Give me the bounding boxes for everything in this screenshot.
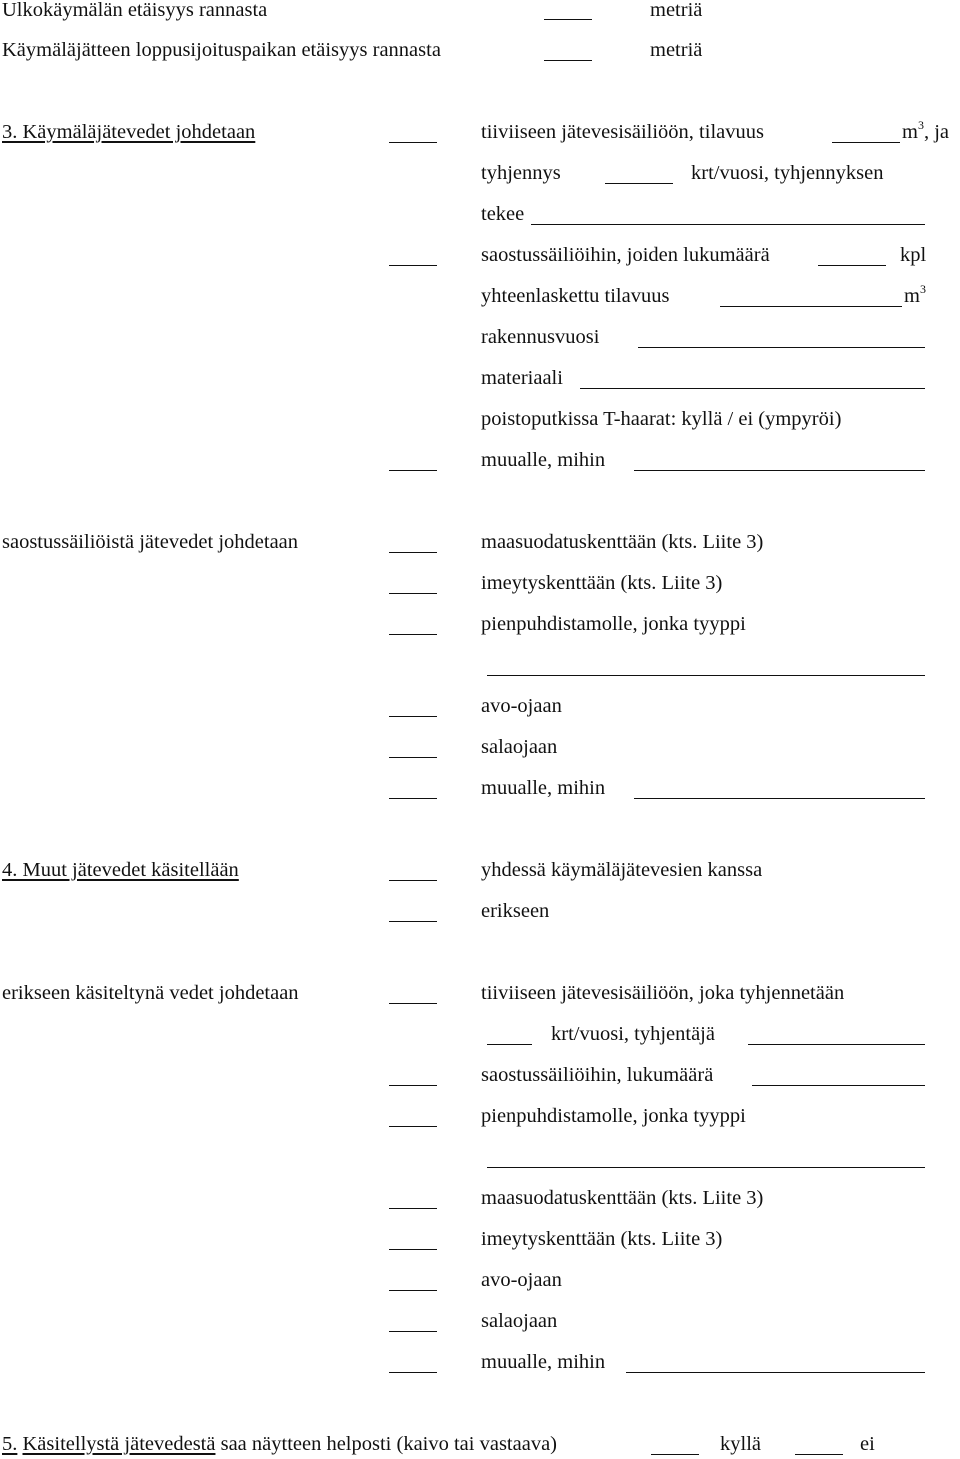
separate-checkbox-4[interactable] xyxy=(389,1249,437,1250)
sample-yes-field[interactable] xyxy=(651,1454,699,1455)
septic-out-checkbox-1[interactable] xyxy=(389,552,437,553)
separate-option: avo-ojaan xyxy=(481,1269,562,1291)
septic-out-checkbox-4[interactable] xyxy=(389,716,437,717)
septic-label: saostussäiliöihin, joiden lukumäärä xyxy=(481,244,770,266)
separate-option: imeytyskenttään (kts. Liite 3) xyxy=(481,1228,723,1250)
separate-option: saostussäiliöihin, lukumäärä xyxy=(481,1064,714,1086)
outhouse-distance-unit: metriä xyxy=(650,0,703,21)
emptying-unit: krt/vuosi, tyhjennyksen xyxy=(691,162,884,184)
separate-emptier-field[interactable] xyxy=(748,1044,925,1045)
separate-septic-count-field[interactable] xyxy=(752,1085,925,1086)
septic-out-option: pienpuhdistamolle, jonka tyyppi xyxy=(481,613,746,635)
t-branches-label: poistoputkissa T-haarat: kyllä / ei (ympyröi) xyxy=(481,408,842,430)
section-5-heading: Käsitellystä jätevedestä xyxy=(22,1433,216,1455)
section-3-heading: 3. Käymäläjätevedet johdetaan xyxy=(2,121,256,143)
emptier-label: tekee xyxy=(481,203,525,225)
septic-out-option: avo-ojaan xyxy=(481,695,562,717)
separate-option: muualle, mihin xyxy=(481,1351,606,1373)
septic-out-checkbox-3[interactable] xyxy=(389,634,437,635)
septic-out-heading: saostussäiliöistä jätevedet johdetaan xyxy=(2,531,299,553)
section-4-heading: 4. Muut jätevedet käsitellään xyxy=(2,859,239,881)
separate-option: salaojaan xyxy=(481,1310,558,1332)
tank-volume-unit: $m^3$, ja xyxy=(902,118,949,143)
outhouse-distance-field[interactable] xyxy=(544,19,592,20)
septic-out-option: muualle, mihin xyxy=(481,777,606,799)
separate-option: pienpuhdistamolle, jonka tyyppi xyxy=(481,1105,746,1127)
separate-tank-checkbox[interactable] xyxy=(389,1003,437,1004)
disposal-distance-unit: metriä xyxy=(650,39,703,61)
separate-heading: erikseen käsiteltynä vedet johdetaan xyxy=(2,982,299,1004)
tank-checkbox[interactable] xyxy=(389,142,437,143)
material-label: materiaali xyxy=(481,367,563,389)
septic-count-field[interactable] xyxy=(818,265,886,266)
sample-no-label: ei xyxy=(860,1433,875,1455)
separate-tank-frequency-field[interactable] xyxy=(487,1044,532,1045)
build-year-field[interactable] xyxy=(638,347,925,348)
section-5-text: saa näytteen helposti (kaivo tai vastaava) xyxy=(220,1433,558,1455)
build-year-label: rakennusvuosi xyxy=(481,326,600,348)
s4-option: yhdessä käymäläjätevesien kanssa xyxy=(481,859,763,881)
separate-checkbox-6[interactable] xyxy=(389,1331,437,1332)
septic-out-elsewhere-field[interactable] xyxy=(634,798,925,799)
s4-option: erikseen xyxy=(481,900,550,922)
separate-checkbox-1[interactable] xyxy=(389,1085,437,1086)
separate-checkbox-5[interactable] xyxy=(389,1290,437,1291)
emptying-frequency-field[interactable] xyxy=(605,183,673,184)
section-5-number: 5. xyxy=(2,1433,18,1455)
separate-plant-type-field[interactable] xyxy=(487,1167,925,1168)
separate-checkbox-3[interactable] xyxy=(389,1208,437,1209)
septic-count-unit: kpl xyxy=(900,244,927,266)
s4-checkbox-2[interactable] xyxy=(389,921,437,922)
separate-elsewhere-field[interactable] xyxy=(626,1372,925,1373)
total-volume-label: yhteenlaskettu tilavuus xyxy=(481,285,670,307)
sample-no-field[interactable] xyxy=(795,1454,843,1455)
separate-tank-freq-label: krt/vuosi, tyhjentäjä xyxy=(551,1023,715,1045)
tank-label: tiiviiseen jätevesisäiliöön, tilavuus xyxy=(481,121,764,143)
emptying-label: tyhjennys xyxy=(481,162,561,184)
sample-yes-label: kyllä xyxy=(720,1433,761,1455)
s4-checkbox-1[interactable] xyxy=(389,880,437,881)
septic-out-option: salaojaan xyxy=(481,736,558,758)
material-field[interactable] xyxy=(580,388,925,389)
septic-out-checkbox-5[interactable] xyxy=(389,757,437,758)
separate-checkbox-2[interactable] xyxy=(389,1126,437,1127)
disposal-distance-field[interactable] xyxy=(544,60,592,61)
septic-out-checkbox-2[interactable] xyxy=(389,593,437,594)
septic-out-option: maasuodatuskenttään (kts. Liite 3) xyxy=(481,531,764,553)
separate-tank-label: tiiviiseen jätevesisäiliöön, joka tyhjennetään xyxy=(481,982,845,1004)
section-5-line xyxy=(2,1432,557,1456)
treatment-plant-type-field[interactable] xyxy=(487,675,925,676)
elsewhere-field[interactable] xyxy=(634,470,925,471)
outhouse-distance-label: Ulkokäymälän etäisyys rannasta xyxy=(2,0,268,21)
septic-checkbox[interactable] xyxy=(389,265,437,266)
separate-checkbox-7[interactable] xyxy=(389,1372,437,1373)
total-volume-unit: $m^3$ xyxy=(904,282,926,307)
elsewhere-label: muualle, mihin xyxy=(481,449,606,471)
emptier-field[interactable] xyxy=(531,224,925,225)
total-volume-field[interactable] xyxy=(720,306,902,307)
septic-out-checkbox-6[interactable] xyxy=(389,798,437,799)
separate-option: maasuodatuskenttään (kts. Liite 3) xyxy=(481,1187,764,1209)
disposal-distance-label: Käymäläjätteen loppusijoituspaikan etäisyys rannasta xyxy=(2,39,441,61)
septic-out-option: imeytyskenttään (kts. Liite 3) xyxy=(481,572,723,594)
tank-volume-field[interactable] xyxy=(832,142,900,143)
elsewhere-checkbox[interactable] xyxy=(389,470,437,471)
